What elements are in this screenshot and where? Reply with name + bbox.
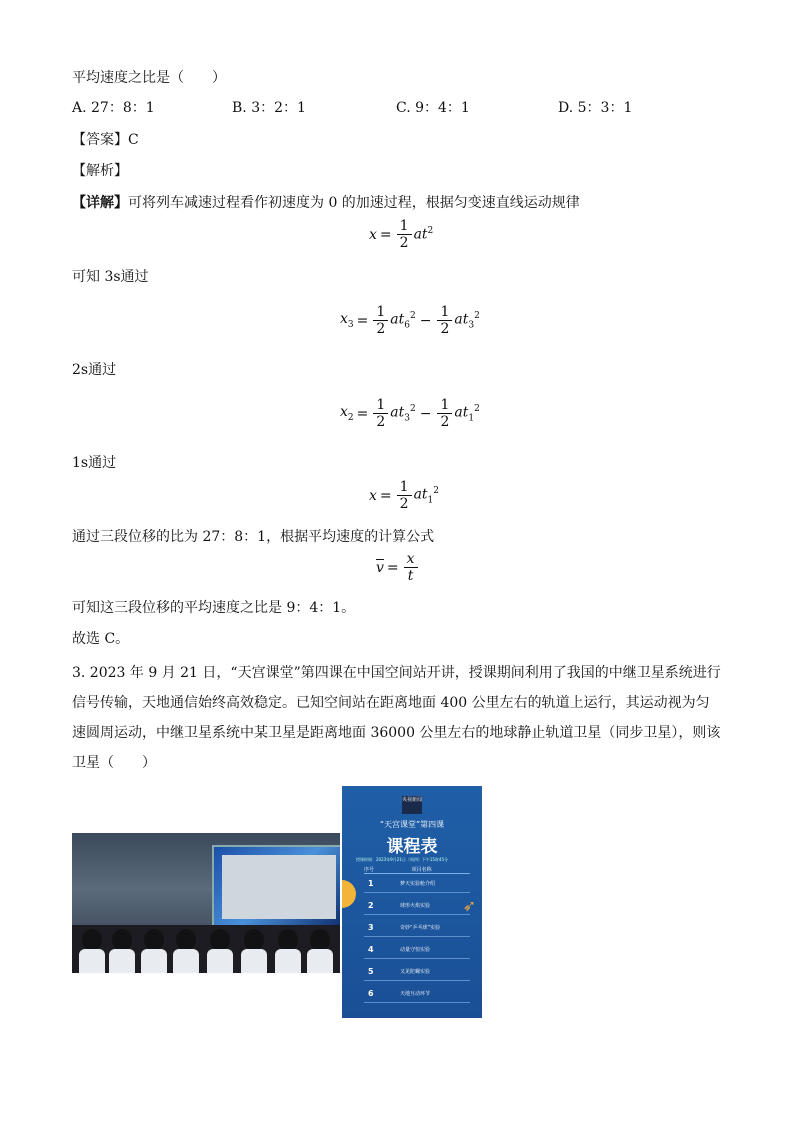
poster-row: 3 奇妙“乒乓球”实验 [364,918,470,937]
news-logo: 央视新闻 [402,796,422,814]
poster-row: 5 又见陀螺实验 [364,962,470,981]
header-name: 项目名称 [411,867,432,873]
option-a: A. 27：8：1 [72,100,155,116]
rocket-icon: ➶ [462,896,476,915]
header-no: 序号 [364,867,375,873]
equation-average-velocity: $\overline{v}$ = $\frac{x}{t}$ [376,551,420,584]
poster-row: 4 动量守恒实验 [364,940,470,959]
planet-icon [342,880,356,908]
poster-table-header [364,866,470,874]
poster-meta: 授课时间：2023年9月21日（周四）下午15时45分 [356,857,448,862]
line-average: 可知这三段位移的平均速度之比是 9：4：1。 [72,600,356,616]
line-choose: 故选 C。 [72,631,130,647]
big-screen-image [212,845,340,929]
line-1s: 1s通过 [72,455,117,471]
option-c: C. 9：4：1 [396,100,470,116]
question-tail: 平均速度之比是（ ） [72,70,226,86]
line-3s: 可知 3s通过 [72,269,149,285]
poster-title: 课程表 [386,837,438,857]
option-d: D. 5：3：1 [558,100,633,116]
equation-basic: x = $\frac{1}{2}$ $at^2$ [369,218,434,251]
poster-row: 6 天地互动环节 [364,984,470,1003]
line-ratio: 通过三段位移的比为 27：8：1，根据平均速度的计算公式 [72,529,435,545]
detail-text: 可将列车减速过程看作初速度为 0 的加速过程，根据匀变速直线运动规律 [128,195,580,211]
answer-label: 【答案】C [72,132,139,148]
course-schedule-poster [342,786,482,1018]
option-b: B. 3：2：1 [232,100,306,116]
equation-x2: $x_2$ = $\frac{1}{2}$ $at_3^2$ − $\frac{1}{2}$ $at_1^2$ [340,397,480,430]
poster-row: 1 梦天实验舱介绍 [364,874,470,893]
question-3: 3. 2023 年 9 月 21 日，“天宫课堂”第四课在中国空间站开讲，授课期间利用了我国的中继卫星系统进行信号传输，天地通信始终高效稳定。已知空间站在距离地面 400 公里左右的轨道上运行，其运动视为匀速圆周运动，中继卫星系统中某卫星是距离地面 36000 公里左右的地球静止轨道卫星（同步卫星），则该卫星（ ） [72,665,721,771]
analysis-label: 【解析】 [72,163,128,179]
equation-x3: $x_3$ = $\frac{1}{2}$ $at_6^2$ − $\frac{1}{2}$ $at_3^2$ [340,304,480,337]
poster-subtitle: “天宫课堂”第四课 [379,820,445,829]
equation-x1: x = $\frac{1}{2}$ $at_1^2$ [369,479,440,512]
students-crowd [72,925,340,973]
classroom-photo [72,833,340,973]
detail-prefix: 【详解】 [72,195,128,211]
poster-row: 2 球形火焰实验 [364,896,470,915]
line-2s: 2s通过 [72,362,117,378]
detail-line [72,192,580,212]
